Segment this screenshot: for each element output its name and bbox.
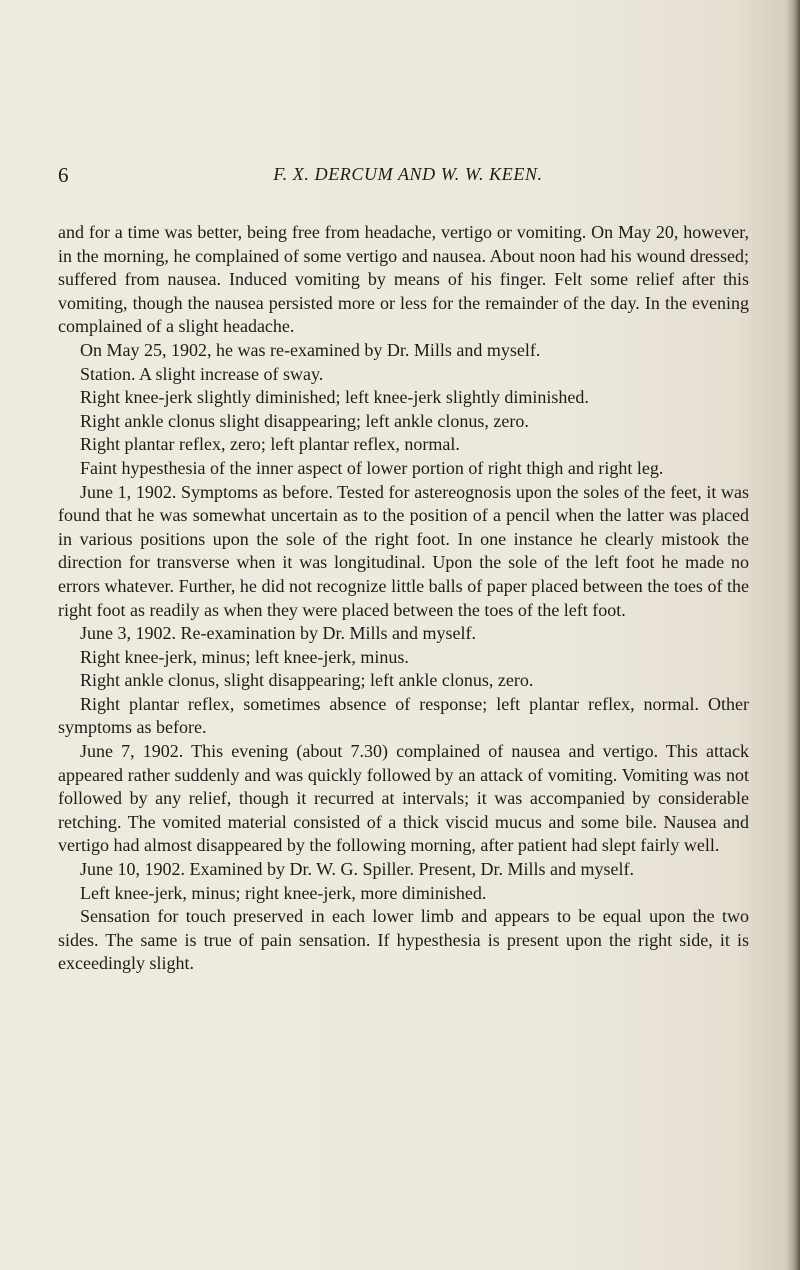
- paragraph: June 7, 1902. This evening (about 7.30) complained of nausea and vertigo. This attack appeared rather suddenly and was quickly followed by an attack of vomiting. Vomiting was not followed by any relief, though it recurred at intervals; it was accompanied by considerable retching. The vomited material consisted of a thick viscid mucus and some bile. Nausea and vertigo had almost disappeared by the following morning, after patient had slept fairly well.: [58, 741, 749, 856]
- paragraph: Sensation for touch preserved in each lower limb and appears to be equal upon the two sides. The same is true of pain sensation. If hypesthesia is present upon the right side, it is exceedingly slight.: [58, 906, 749, 974]
- running-head: F. X. DERCUM AND W. W. KEEN.: [273, 164, 543, 184]
- page-edge-shadow: [786, 0, 800, 1270]
- page-header: [58, 163, 758, 193]
- paragraph: Right ankle clonus, slight disappearing; left ankle clonus, zero.: [80, 670, 534, 691]
- paragraph: Right knee-jerk, minus; left knee-jerk, minus.: [80, 646, 409, 667]
- paragraph: and for a time was better, being free from headache, vertigo or vomiting. On May 20, however, in the morning, he complained of some vertigo and nausea. About noon had his wound dressed; suffered from nausea. Induced vomiting by means of his finger. Felt some relief after this vomiting, though the nausea persisted more or less for the remainder of the day. In the evening complained of a slight headache.: [58, 222, 749, 337]
- page-number: 6: [58, 163, 69, 187]
- paragraph: June 3, 1902. Re-examination by Dr. Mills and myself.: [80, 623, 476, 644]
- paragraph: Right ankle clonus slight disappearing; left ankle clonus, zero.: [80, 410, 529, 431]
- paragraph: Station. A slight increase of sway.: [80, 363, 324, 384]
- paragraph: Right knee-jerk slightly diminished; left knee-jerk slightly diminished.: [80, 387, 589, 408]
- paragraph: Left knee-jerk, minus; right knee-jerk, more diminished.: [80, 882, 487, 903]
- paragraph: June 10, 1902. Examined by Dr. W. G. Spiller. Present, Dr. Mills and myself.: [80, 859, 634, 880]
- body-text: [58, 221, 749, 976]
- paragraph: June 1, 1902. Symptoms as before. Tested for astereognosis upon the soles of the feet, it was found that he was somewhat uncertain as to the position of a pencil when the latter was placed in various positions upon the sole of the right foot. In one instance he clearly mistook the direction for transverse when it was longitudinal. Upon the sole of the left foot he made no errors whatever. Further, he did not recognize little balls of paper placed between the toes of the right foot as readily as when they were placed between the toes of the left foot.: [58, 481, 749, 620]
- paragraph: Faint hypesthesia of the inner aspect of lower portion of right thigh and right leg.: [80, 457, 664, 478]
- paragraph: On May 25, 1902, he was re-examined by Dr. Mills and myself.: [80, 339, 541, 360]
- paragraph: Right plantar reflex, sometimes absence of response; left plantar reflex, normal. Other symptoms as before.: [58, 693, 749, 738]
- paragraph: Right plantar reflex, zero; left plantar reflex, normal.: [80, 434, 460, 455]
